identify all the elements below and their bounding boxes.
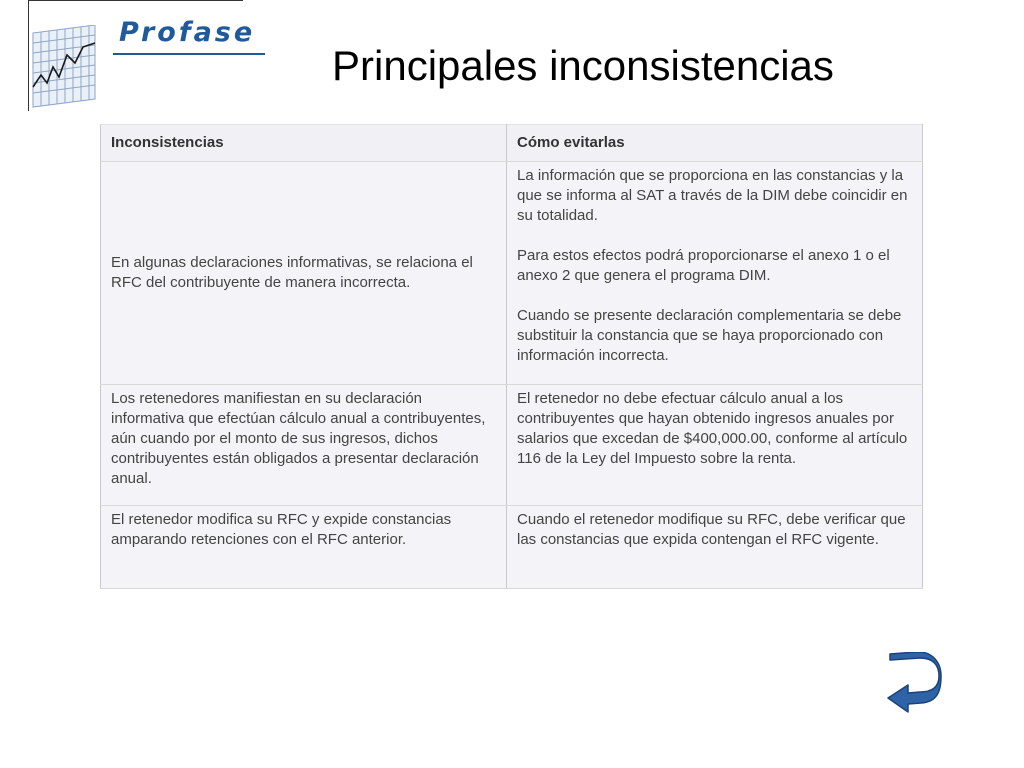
return-button[interactable]: [884, 652, 942, 714]
profase-logo: [28, 0, 256, 111]
inconsistencia-cell: En algunas declaraciones informativas, se relaciona el RFC del contribuyente de manera incorrecta.: [101, 162, 507, 385]
return-arrow-icon: [884, 652, 942, 714]
como-evitarlas-cell: [507, 162, 923, 385]
table-row: [101, 506, 923, 589]
cell-paragraph: Cuando el retenedor modifique su RFC, debe verificar que las constancias que expida contengan el RFC vigente.: [517, 511, 906, 548]
cell-paragraph: Cuando se presente declaración complementaria se debe substituir la constancia que se haya proporcionado con información incorrecta.: [517, 307, 902, 364]
cell-paragraph: Para estos efectos podrá proporcionarse el anexo 1 o el anexo 2 que genera el programa DIM.: [517, 247, 890, 284]
column-header-como-evitarlas: Cómo evitarlas: [507, 125, 923, 162]
logo-underline: [113, 53, 265, 55]
table-row: [101, 162, 923, 385]
logo-wordmark: Profase: [119, 17, 256, 48]
chart-grid-logo-icon: [29, 25, 99, 109]
table-header-row: [101, 125, 923, 162]
inconsistencias-table: [100, 124, 923, 589]
cell-paragraph: La información que se proporciona en las constancias y la que se informa al SAT a través de la DIM debe coincidir en su totalidad.: [517, 167, 908, 224]
como-evitarlas-cell: [507, 385, 923, 506]
cell-paragraph: El retenedor no debe efectuar cálculo anual a los contribuyentes que hayan obtenido ingresos anuales por salarios que excedan de $400,000.00, conforme al artículo 116 de la Ley del Impuesto sobre la renta.: [517, 390, 908, 467]
table-row: [101, 385, 923, 506]
inconsistencia-cell: El retenedor modifica su RFC y expide constancias amparando retenciones con el RFC anterior.: [101, 506, 507, 589]
slide-title: Principales inconsistencias: [332, 42, 834, 89]
como-evitarlas-cell: [507, 506, 923, 589]
column-header-inconsistencias: Inconsistencias: [101, 125, 507, 162]
inconsistencia-cell: Los retenedores manifiestan en su declaración informativa que efectúan cálculo anual a contribuyentes, aún cuando por el monto de sus ingresos, dichos contribuyentes están obligados a presentar declaración anual.: [101, 385, 507, 506]
